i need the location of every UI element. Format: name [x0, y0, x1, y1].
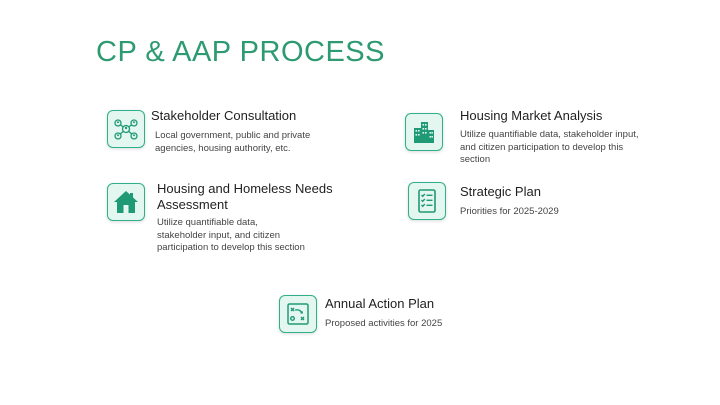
- step-description: Proposed activities for 2025: [325, 318, 443, 329]
- checklist-icon: [408, 182, 446, 220]
- step-heading: Housing and Homeless Needs Assessment: [157, 181, 333, 212]
- step-description: Priorities for 2025-2029: [460, 206, 559, 217]
- step-heading: Strategic Plan: [460, 184, 541, 199]
- step-description: Utilize quantifiable data, stakeholder input, and citizen participation to develop this section: [157, 217, 305, 253]
- step-heading: Annual Action Plan: [325, 296, 435, 311]
- house-icon: [107, 183, 145, 221]
- page-title: CP & AAP PROCESS: [96, 36, 385, 68]
- step-heading: Housing Market Analysis: [460, 108, 603, 123]
- step-description: Utilize quantifiable data, stakeholder input, and citizen participation to develop this section: [460, 129, 639, 165]
- network-people-icon: [107, 110, 145, 148]
- buildings-icon: [405, 113, 443, 151]
- step-heading: Stakeholder Consultation: [151, 108, 297, 123]
- step-description: Local government, public and private agencies, housing authority, etc.: [155, 130, 311, 154]
- strategy-board-icon: [279, 295, 317, 333]
